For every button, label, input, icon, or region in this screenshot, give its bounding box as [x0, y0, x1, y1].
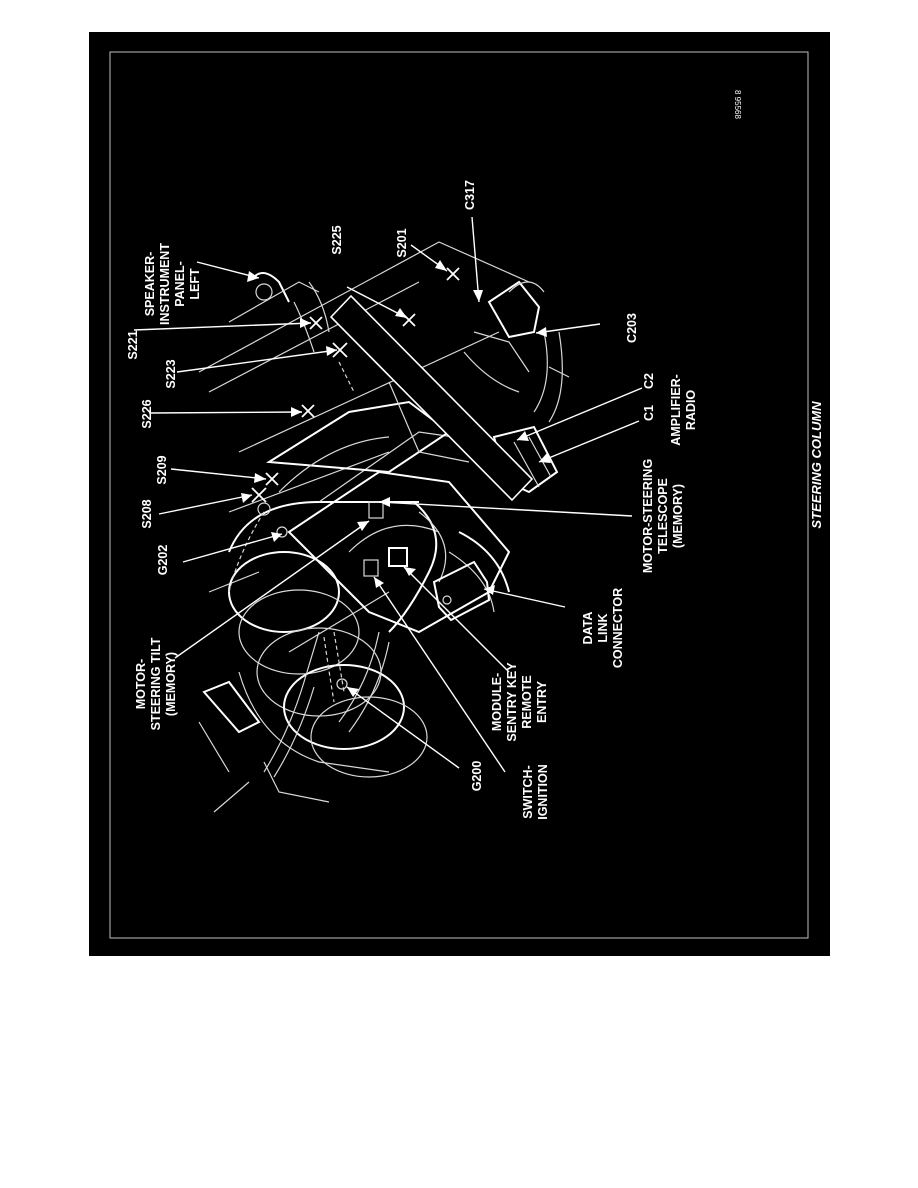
leader-s226 — [149, 412, 302, 413]
wiring-diagram-figure — [89, 32, 830, 956]
label-sentry-key-line3: REMOTE — [520, 675, 534, 729]
label-speaker-line4: LEFT — [188, 268, 202, 300]
label-sentry-key-line1: MODULE- — [490, 672, 504, 732]
leader-s208 — [159, 495, 252, 514]
label-amplifier-line1: AMPLIFIER- — [669, 374, 683, 446]
label-c2: C2 — [642, 373, 656, 389]
image-code: 8 95568 — [733, 90, 742, 119]
label-data-link-line1: DATA — [581, 611, 595, 645]
label-c317: C317 — [463, 180, 477, 210]
label-s223: S223 — [164, 359, 178, 389]
label-s208: S208 — [140, 499, 154, 529]
label-s209: S209 — [155, 455, 169, 485]
diagram-canvas — [89, 32, 830, 956]
splice-marker-s208 — [252, 488, 266, 502]
label-s226: S226 — [140, 399, 154, 429]
label-speaker-line2: INSTRUMENT — [158, 243, 172, 325]
label-ignition-line1: SWITCH- — [521, 765, 535, 819]
label-s221: S221 — [126, 330, 140, 360]
leader-g202 — [183, 534, 282, 562]
label-data-link-line2: LINK — [596, 613, 610, 643]
label-ignition-line2: IGNITION — [536, 764, 550, 820]
label-g200: G200 — [470, 760, 484, 792]
label-speaker-line1: SPEAKER- — [143, 251, 157, 317]
leader-steering-telescope — [379, 502, 632, 516]
label-steering-telescope-line1: MOTOR-STEERING — [641, 458, 655, 574]
label-s201: S201 — [395, 228, 409, 258]
label-steering-telescope-line3: (MEMORY) — [671, 483, 685, 549]
leader-data-link — [484, 589, 565, 607]
leader-c2 — [517, 388, 642, 440]
label-steering-tilt-line3: (MEMORY) — [164, 651, 178, 717]
leader-s209 — [171, 469, 266, 479]
splice-marker-s221 — [310, 317, 322, 329]
label-steering-telescope-line2: TELESCOPE — [656, 478, 670, 554]
label-g202: G202 — [156, 544, 170, 576]
leader-s223 — [177, 350, 337, 372]
figure-caption: STEERING COLUMN — [809, 401, 824, 529]
splice-marker-s226 — [302, 405, 314, 417]
leader-c1 — [539, 421, 639, 462]
label-c1: C1 — [642, 405, 656, 421]
label-steering-tilt-line2: STEERING TILT — [149, 637, 163, 731]
label-sentry-key-line2: SENTRY KEY — [505, 662, 519, 742]
label-speaker-line3: PANEL- — [173, 261, 187, 307]
label-steering-tilt-line1: MOTOR- — [134, 658, 148, 710]
splice-marker-s209 — [266, 473, 278, 485]
label-c203: C203 — [625, 313, 639, 343]
label-amplifier-line2: RADIO — [684, 389, 698, 431]
label-sentry-key-line4: ENTRY — [535, 681, 549, 723]
label-s225: S225 — [330, 225, 344, 255]
label-data-link-line3: CONNECTOR — [611, 587, 625, 669]
splice-marker-s201 — [447, 268, 459, 280]
component-labels — [126, 180, 698, 820]
